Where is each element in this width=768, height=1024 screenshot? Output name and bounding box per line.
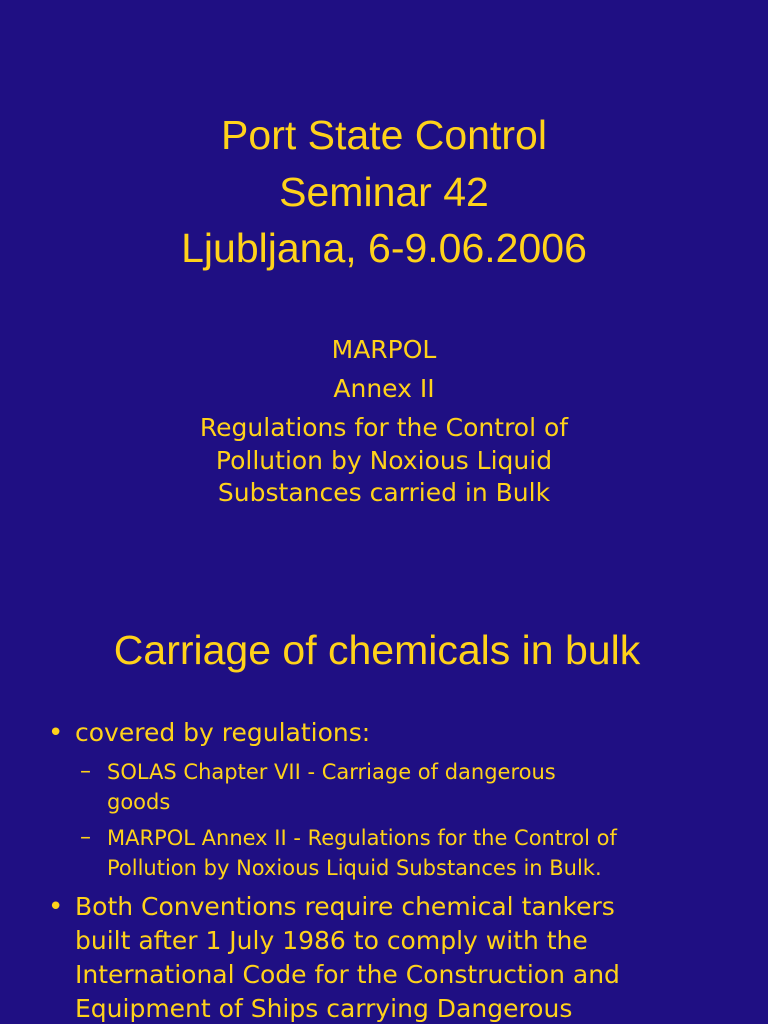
sub-bullet-text-line: Pollution by Noxious Liquid Substances in Bulk. [107,856,602,880]
bullet-marker: • [48,718,64,748]
sub-bullet-text-line: SOLAS Chapter VII - Carriage of dangerous [107,760,556,784]
dash-marker: – [80,825,91,850]
subtitle-line-5: Substances carried in Bulk [217,478,551,507]
slide-heading: Carriage of chemicals in bulk [113,627,641,673]
subtitle-line-3: Regulations for the Control of [199,413,569,442]
sub-bullet-text-line: MARPOL Annex II - Regulations for the Control of [107,826,617,850]
subtitle-line-2: Annex II [333,374,435,403]
title-line-1: Port State Control [221,112,547,158]
title-line-2: Seminar 42 [279,169,489,215]
bullet-text-line: International Code for the Construction and [75,960,620,989]
subtitle-line-1: MARPOL [331,335,437,364]
title-line-3: Ljubljana, 6-9.06.2006 [181,225,587,271]
content-slide [0,576,768,1024]
bullet-text-line: covered by regulations: [75,718,371,747]
bullet-marker: • [48,892,64,922]
bullet-text-line: built after 1 July 1986 to comply with the [75,926,588,955]
sub-bullet-text-line: goods [107,790,171,814]
dash-marker: – [80,759,91,784]
bullet-text-line: Equipment of Ships carrying Dangerous [75,994,573,1023]
subtitle-line-4: Pollution by Noxious Liquid [215,446,553,475]
bullet-text-line: Both Conventions require chemical tankers [75,892,615,921]
